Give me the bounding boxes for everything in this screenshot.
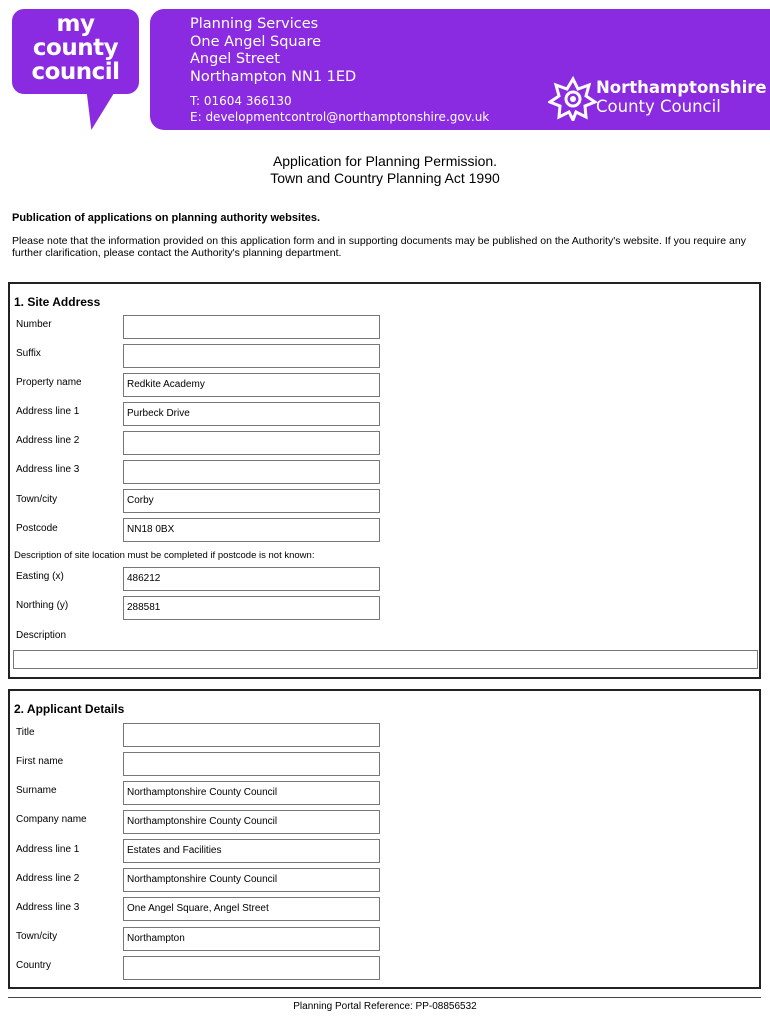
- header-banner: [150, 9, 770, 130]
- field-label: Town/city: [16, 494, 58, 505]
- logo-line-county: county: [32, 35, 119, 61]
- title-line-2: Town and Country Planning Act 1990: [270, 170, 500, 186]
- field-label: Address line 2: [16, 873, 80, 884]
- document-title: [0, 153, 770, 187]
- publication-heading: Publication of applications on planning authority websites.: [12, 212, 321, 224]
- portal-reference: Planning Portal Reference: PP-08856532: [293, 1001, 477, 1012]
- applicant-town-city-field[interactable]: Northampton: [123, 927, 380, 951]
- email: E: developmentcontrol@northamptonshire.gov.uk: [190, 109, 490, 124]
- suffix-field[interactable]: [123, 344, 380, 368]
- field-label: Property name: [16, 377, 82, 388]
- council-name-line1: Northamptonshire: [596, 78, 767, 97]
- field-label: Surname: [16, 785, 57, 796]
- field-label: Address line 3: [16, 902, 80, 913]
- title-field[interactable]: [123, 723, 380, 747]
- site-address-section: [8, 282, 761, 679]
- northing-field[interactable]: 288581: [123, 596, 380, 620]
- section-title: 2. Applicant Details: [14, 702, 125, 716]
- field-label: Description: [16, 630, 67, 641]
- postcode-field[interactable]: NN18 0BX: [123, 518, 380, 542]
- logo-speech-tail: [81, 92, 114, 130]
- applicant-address-line-1-field[interactable]: Estates and Facilities: [123, 839, 380, 863]
- field-label: Address line 3: [16, 464, 80, 475]
- applicant-details-section: [8, 689, 761, 989]
- council-name: [596, 78, 767, 116]
- field-label: Town/city: [16, 931, 58, 942]
- address-line-1-field[interactable]: Purbeck Drive: [123, 402, 380, 426]
- country-field[interactable]: [123, 956, 380, 980]
- applicant-address-line-2-field[interactable]: Northamptonshire County Council: [123, 868, 380, 892]
- logo-line-my: my: [56, 11, 95, 37]
- office-line: Planning Services: [190, 16, 319, 32]
- contact-details: [190, 94, 489, 125]
- field-label: Number: [16, 319, 52, 330]
- field-label: Address line 1: [16, 406, 80, 417]
- office-line: One Angel Square: [190, 33, 322, 50]
- office-address: [190, 16, 356, 86]
- telephone: T: 01604 366130: [190, 94, 292, 108]
- surname-field[interactable]: Northamptonshire County Council: [123, 781, 380, 805]
- easting-field[interactable]: 486212: [123, 567, 380, 591]
- address-line-2-field[interactable]: [123, 431, 380, 455]
- logo-line-council: council: [31, 59, 120, 85]
- number-field[interactable]: [123, 315, 380, 339]
- field-label: Northing (y): [16, 600, 69, 611]
- town-city-field[interactable]: Corby: [123, 489, 380, 513]
- field-label: Address line 2: [16, 435, 80, 446]
- property-name-field[interactable]: Redkite Academy: [123, 373, 380, 397]
- location-note: Description of site location must be completed if postcode is not known:: [14, 550, 315, 561]
- field-label: Company name: [16, 814, 87, 825]
- field-label: Suffix: [16, 348, 41, 359]
- logo-text: [12, 12, 139, 84]
- footer-divider: [8, 997, 761, 998]
- office-line: Northampton NN1 1ED: [190, 68, 357, 85]
- field-label: Address line 1: [16, 844, 80, 855]
- section-title: 1. Site Address: [14, 295, 101, 309]
- field-label: Easting (x): [16, 571, 64, 582]
- field-label: Title: [16, 727, 35, 738]
- first-name-field[interactable]: [123, 752, 380, 776]
- council-rose-icon: [548, 75, 598, 121]
- council-name-line2: County Council: [596, 97, 721, 116]
- description-field[interactable]: [13, 650, 758, 669]
- office-line: Angel Street: [190, 51, 280, 67]
- applicant-address-line-3-field[interactable]: One Angel Square, Angel Street: [123, 897, 380, 921]
- field-label: First name: [16, 756, 64, 767]
- field-label: Country: [16, 960, 52, 971]
- title-line-1: Application for Planning Permission.: [272, 153, 498, 169]
- address-line-3-field[interactable]: [123, 460, 380, 484]
- company-name-field[interactable]: Northamptonshire County Council: [123, 810, 380, 834]
- publication-notice: Please note that the information provided on this application form and in supporting documents may be published on the Authority's website. If you require any further clarification, please contact the Authority's planning department.: [12, 235, 746, 259]
- field-label: Postcode: [16, 523, 58, 534]
